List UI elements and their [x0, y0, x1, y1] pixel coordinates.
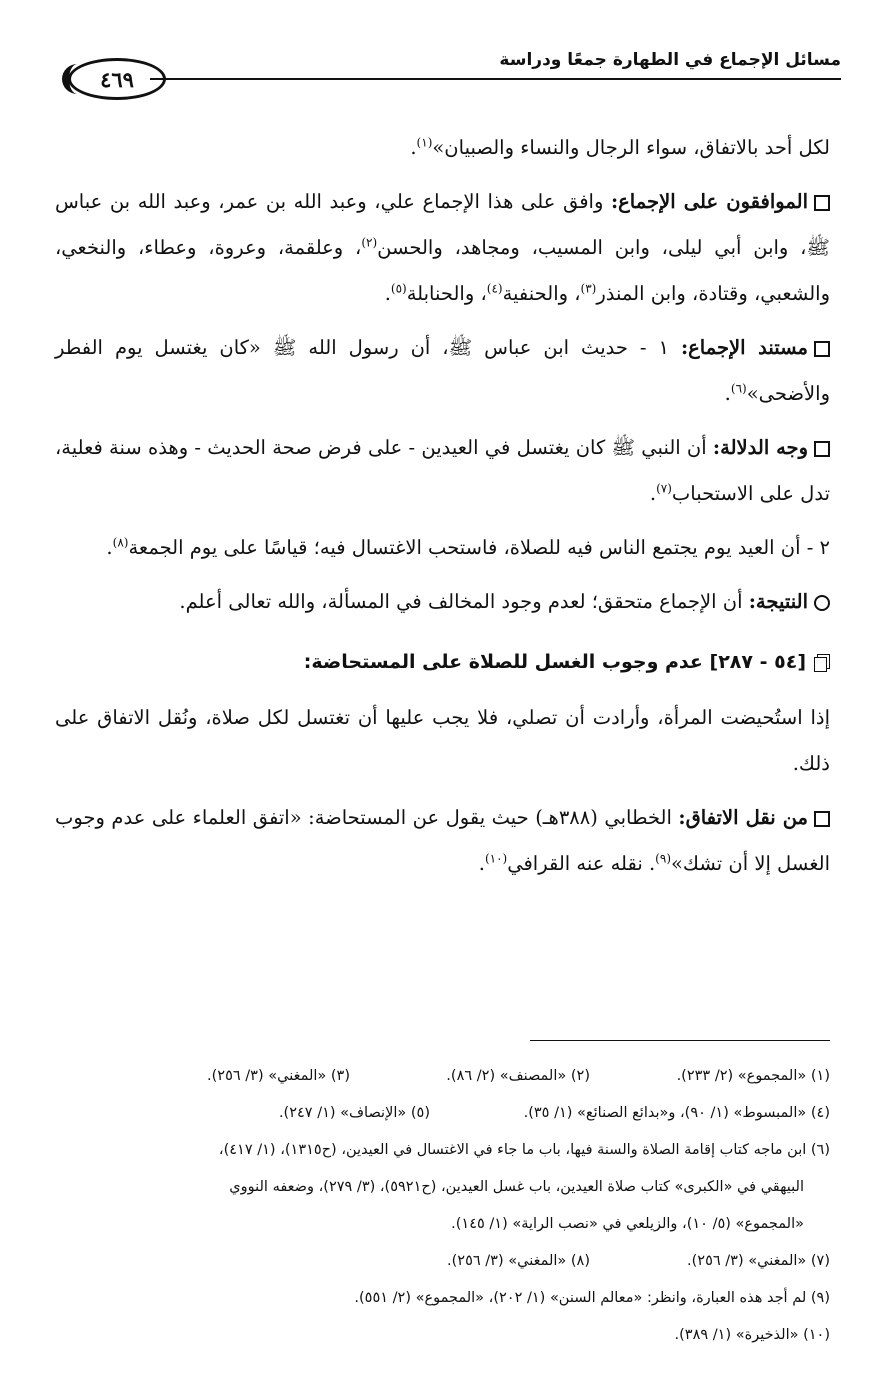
footnote-6-cont: البيهقي في «الكبرى» كتاب صلاة العيدين، باب غسل العيدين، (ح٥٩٢١)، (٣/ ٢٧٩)، وضعفه النووي [229, 1179, 804, 1195]
footnote-ref: (٤) [486, 281, 503, 296]
footnote-ref: (١٠) [484, 851, 508, 866]
paragraph-agreeing: الموافقون على الإجماع: وافق على هذا الإجماع علي، وعبد الله بن عمر، وعبد الله بن عباس ﷺ، وابن أبي ليلى، وابن المسيب، ومجاهد، والحسن$^{(٢)}$، وعلقمة، وعروة، وعطاء، والنخعي، والشعبي، وقتادة، وابن المنذر$^{(٣)}$، والحنفية$^{(٤)}$، والحنابلة$^{(٥)}$. [55, 190, 830, 305]
footnote-row [55, 1095, 830, 1132]
running-title: مسائل الإجماع في الطهارة جمعًا ودراسة [499, 50, 841, 70]
page-number: ٤٦٩ [100, 67, 134, 92]
footnote-6: (٦) ابن ماجه كتاب إقامة الصلاة والسنة فيها، باب ما جاء في الاغتسال في العيدين، (ح١٣١٥)، (١/ ٤١٧)، [218, 1142, 830, 1158]
paragraph-quote-end: لكل أحد بالاتفاق، سواء الرجال والنساء والصبيان»$^{(١)}$. [410, 135, 830, 159]
footnote-ref: (٧) [656, 481, 672, 496]
footnote-ref: (٢) [361, 235, 378, 250]
paragraph-analogy: ٢ - أن العيد يوم يجتمع الناس فيه للصلاة، فاستحب الاغتسال فيه؛ قياسًا على يوم الجمعة$^{(٨)}$. [106, 535, 830, 559]
pages-icon [814, 654, 830, 672]
footnote-7: (٧) «المغني» (٣/ ٢٥٦). [687, 1253, 830, 1269]
page-number-oval [68, 58, 166, 100]
section-label: مستند الإجماع: [680, 336, 808, 359]
footnote-10: (١٠) «الذخيرة» (١/ ٣٨٩). [674, 1327, 830, 1343]
footnote-2: (٢) «المصنف» (٢/ ٨٦). [446, 1068, 590, 1084]
paragraph-result: النتيجة: أن الإجماع متحقق؛ لعدم وجود المخالف في المسألة، والله تعالى أعلم. [55, 579, 830, 625]
footnote-ref: (١) [416, 135, 433, 150]
footnotes [55, 1058, 830, 1354]
footnote-rule [530, 1040, 830, 1041]
footnote-row [55, 1243, 830, 1280]
section-label: النتيجة: [748, 590, 808, 613]
footnote-1: (١) «المجموع» (٢/ ٢٣٣). [676, 1068, 830, 1084]
section-label: وجه الدلالة: [712, 436, 808, 459]
square-bullet-icon [814, 195, 830, 211]
square-bullet-icon [814, 341, 830, 357]
footnote-row [55, 1058, 830, 1095]
footnote-ref: (٦) [730, 381, 747, 396]
square-bullet-icon [814, 441, 830, 457]
paragraph-basis: مستند الإجماع: ١ - حديث ابن عباس ﷺ، أن رسول الله ﷺ «كان يغتسل يوم الفطر والأضحى»$^{(٦)}$. [55, 336, 830, 405]
footnote-ref: (٨) [112, 535, 129, 550]
main-text [55, 125, 830, 893]
footnote-3: (٣) «المغني» (٣/ ٢٥٦). [207, 1068, 350, 1084]
footnote-5: (٥) «الإنصاف» (١/ ٢٤٧). [278, 1105, 430, 1121]
paragraph-evidence: وجه الدلالة: أن النبي ﷺ كان يغتسل في العيدين - على فرض صحة الحديث - وهذه سنة فعلية، تدل على الاستحباب$^{(٧)}$. [55, 436, 830, 505]
footnote-ref: (٣) [580, 281, 597, 296]
square-bullet-icon [814, 811, 830, 827]
issue-heading: [٥٤ - ٢٨٧] عدم وجوب الغسل للصلاة على المستحاضة: [55, 639, 830, 685]
footnote-6-cont: «المجموع» (٥/ ١٠)، والزيلعي في «نصب الراية» (١/ ١٤٥). [451, 1216, 804, 1232]
section-label: من نقل الاتفاق: [678, 806, 808, 829]
paragraph-transmitters: من نقل الاتفاق: الخطابي (٣٨٨هـ) حيث يقول عن المستحاضة: «اتفق العلماء على عدم وجوب الغسل إلا أن تشك»$^{(٩)}$. نقله عنه القرافي$^{(١٠)}$. [55, 806, 830, 875]
section-label: الموافقون على الإجماع: [610, 190, 808, 213]
footnote-9: (٩) لم أجد هذه العبارة، وانظر: «معالم السنن» (١/ ٢٠٢)، «المجموع» (٢/ ٥٥١). [354, 1290, 830, 1306]
footnote-4: (٤) «المبسوط» (١/ ٩٠)، و«بدائع الصنائع» (١/ ٣٥). [523, 1105, 830, 1121]
circle-bullet-icon [814, 595, 830, 611]
footnote-8: (٨) «المغني» (٣/ ٢٥٦). [447, 1253, 590, 1269]
footnote-ref: (٥) [390, 281, 407, 296]
header-rule [150, 78, 841, 80]
footnote-ref: (٩) [655, 851, 671, 866]
paragraph-issue: إذا استُحيضت المرأة، وأرادت أن تصلي، فلا يجب عليها أن تغتسل لكل صلاة، ونُقل الاتفاق على ذلك. [55, 706, 830, 775]
